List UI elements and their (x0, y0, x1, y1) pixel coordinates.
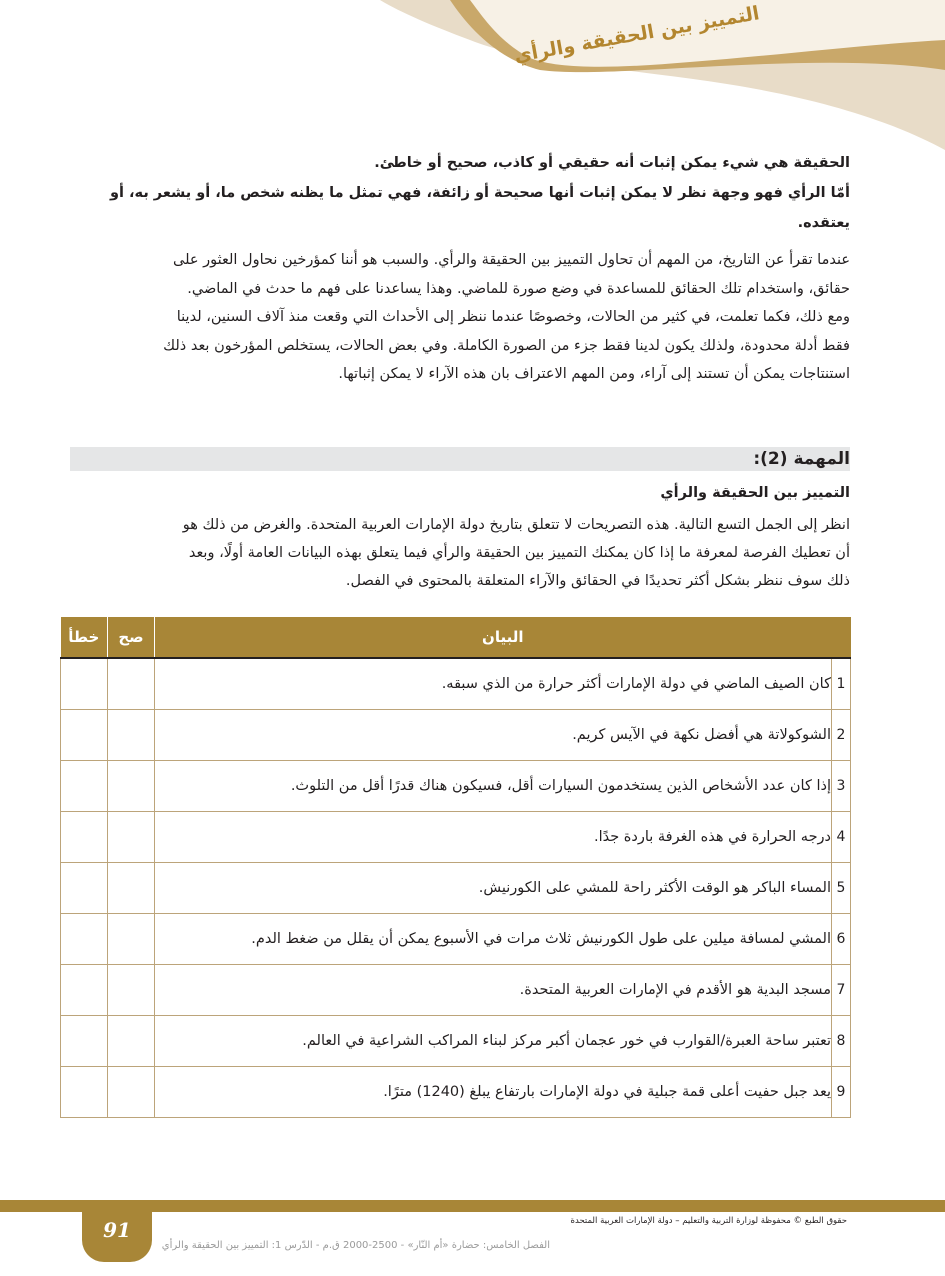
true-answer-cell[interactable] (108, 863, 155, 914)
true-answer-cell[interactable] (108, 1067, 155, 1118)
statement-header: البيان (155, 617, 851, 658)
row-number: 5 (832, 863, 851, 914)
true-header: صح (108, 617, 155, 658)
definitions (70, 148, 850, 238)
false-answer-cell[interactable] (61, 863, 108, 914)
true-answer-cell[interactable] (108, 914, 155, 965)
intro-line: فقط أدلة محدودة، ولذلك يكون لدينا فقط جزء من الصورة الكاملة. وفي بعض الحالات، يستخلص المؤرخون بعد ذلك (163, 337, 850, 354)
intro-line: استنتاجات يمكن أن تستند إلى آراء، ومن المهم الاعتراف بان هذه الآراء لا يمكن إثباتها. (338, 366, 850, 382)
row-number: 9 (832, 1067, 851, 1118)
statement-text: مسجد البدية هو الأقدم في الإمارات العربية المتحدة. (155, 965, 832, 1016)
table-row (61, 965, 851, 1016)
task-title-bar (70, 447, 850, 471)
true-answer-cell[interactable] (108, 812, 155, 863)
statement-text: درجه الحرارة في هذه الغرفة باردة جدًا. (155, 812, 832, 863)
table-header-row (61, 617, 851, 658)
task-line: ذلك سوف ننظر بشكل أكثر تحديدًا في الحقائق والآراء المتعلقة بالمحتوى في الفصل. (345, 573, 850, 589)
statement-text: الشوكولاتة هي أفضل نكهة في الآيس كريم. (155, 710, 832, 761)
table-row (61, 761, 851, 812)
task-line: أن تعطيك الفرصة لمعرفة ما إذا كان يمكنك التمييز بين الحقيقة والرأي فيما يتعلق بهذه البيانات العامة أولًا، وبعد (188, 545, 850, 561)
table-row (61, 1016, 851, 1067)
statement-text: تعتبر ساحة العبرة/القوارب في خور عجمان أكبر مركز لبناء المراكب الشراعية في العالم. (155, 1016, 832, 1067)
intro-line: حقائق، واستخدام تلك الحقائق للمساعدة في وضع صورة للماضي. وهذا يساعدنا على فهم ما حدث في الماضي. (187, 280, 850, 297)
statements-table (60, 617, 851, 1118)
false-header: خطأ (61, 617, 108, 658)
header-title: التمييز بين الحقيقة والرأي (512, 2, 762, 68)
table-row (61, 710, 851, 761)
intro-line: عندما تقرأ عن التاريخ، من المهم أن تحاول التمييز بين الحقيقة والرأي. والسبب هو أننا كمؤرخين نحاول العثور على (172, 252, 850, 268)
page-number: 91 (103, 1218, 131, 1242)
statement-text: إذا كان عدد الأشخاص الذين يستخدمون السيارات أقل، فسيكون هناك قدرًا أقل من التلوث. (155, 761, 832, 812)
statement-text: المساء الباكر هو الوقت الأكثر راحة للمشي على الكورنيش. (155, 863, 832, 914)
table-row (61, 863, 851, 914)
false-answer-cell[interactable] (61, 914, 108, 965)
lesson-info: الفصل الخامس: حضارة «أم النّار» - 2500-2000 ق.م - الدّرس 1: التمييز بين الحقيقة والرأي (161, 1240, 550, 1251)
table-row (61, 658, 851, 710)
statement-text: المشي لمسافة ميلين على طول الكورنيش ثلاث مرات في الأسبوع يمكن أن يقلل من ضغط الدم. (155, 914, 832, 965)
false-answer-cell[interactable] (61, 965, 108, 1016)
row-number: 1 (832, 658, 851, 710)
task-title: المهمة (2): (753, 449, 850, 469)
table-row (61, 1067, 851, 1118)
false-answer-cell[interactable] (61, 812, 108, 863)
task-line: انظر إلى الجمل التسع التالية. هذه التصريحات لا تتعلق بتاريخ دولة الإمارات العربية المتحدة. والغرض من ذلك هو (182, 517, 850, 533)
statement-text: كان الصيف الماضي في دولة الإمارات أكثر حرارة من الذي سبقه. (155, 658, 832, 710)
false-answer-cell[interactable] (61, 658, 108, 710)
header-wave-decoration (0, 0, 945, 150)
row-number: 8 (832, 1016, 851, 1067)
task-subtitle: التمييز بين الحقيقة والرأي (660, 485, 850, 501)
true-answer-cell[interactable] (108, 761, 155, 812)
true-answer-cell[interactable] (108, 965, 155, 1016)
row-number: 3 (832, 761, 851, 812)
row-number: 7 (832, 965, 851, 1016)
table-row (61, 914, 851, 965)
false-answer-cell[interactable] (61, 1016, 108, 1067)
intro-line: ومع ذلك، فكما تعلمت، في كثير من الحالات، وخصوصًا عندما ننظر إلى الأحداث التي وقعت منذ آلاف السنين، لدينا (176, 309, 850, 325)
copyright-notice: حقوق الطبع © محفوظة لوزارة التربية والتعليم – دولة الإمارات العربية المتحدة (570, 1216, 847, 1226)
true-answer-cell[interactable] (108, 658, 155, 710)
true-answer-cell[interactable] (108, 710, 155, 761)
opinion-definition: أمّا الرأي فهو وجهة نظر لا يمكن إثبات أنها صحيحة أو زائفة، فهي تمثل ما يظنه شخص ما، أو يشعر به، أو يعتقده. (109, 185, 850, 231)
row-number: 4 (832, 812, 851, 863)
task-instructions (70, 511, 850, 595)
false-answer-cell[interactable] (61, 761, 108, 812)
true-answer-cell[interactable] (108, 1016, 155, 1067)
table-row (61, 812, 851, 863)
fact-definition: الحقيقة هي شيء يمكن إثبات أنه حقيقي أو كاذب، صحيح أو خاطئ. (374, 155, 850, 171)
false-answer-cell[interactable] (61, 710, 108, 761)
intro-paragraph (70, 246, 850, 389)
statement-text: يعد جبل حفيت أعلى قمة جبلية في دولة الإمارات بارتفاع يبلغ (1240) مترًا. (155, 1067, 832, 1118)
row-number: 2 (832, 710, 851, 761)
row-number: 6 (832, 914, 851, 965)
false-answer-cell[interactable] (61, 1067, 108, 1118)
